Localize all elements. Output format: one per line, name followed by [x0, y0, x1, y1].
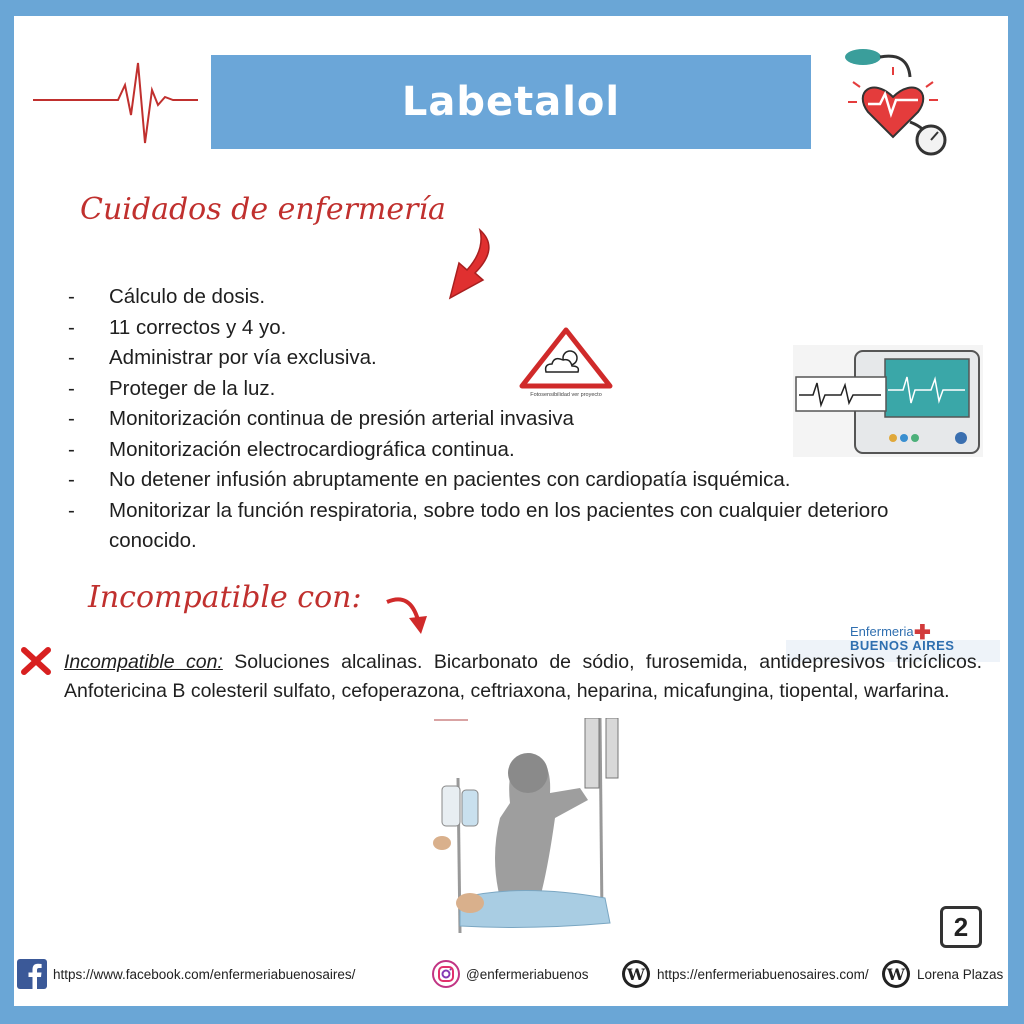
wordpress-icon — [621, 959, 651, 989]
website-link[interactable]: https://enfermeriabuenosaires.com/ — [657, 966, 869, 982]
author-name: Lorena Plazas — [917, 966, 1004, 982]
list-item: - Proteger de la luz. — [64, 374, 964, 405]
ecg-line-icon — [33, 55, 198, 150]
list-item: - Monitorización electrocardiográfica continua. — [64, 435, 964, 466]
footer-instagram[interactable] — [432, 958, 589, 990]
svg-text:W: W — [627, 965, 645, 984]
instagram-handle[interactable]: @enfermeriabuenos — [466, 966, 589, 982]
nurse-iv-illustration — [430, 718, 630, 938]
care-heading: Cuidados de enfermería — [80, 192, 446, 227]
list-item: - Administrar por vía exclusiva. — [64, 343, 964, 374]
incompatibility-text — [64, 648, 982, 706]
footer-author — [881, 958, 1003, 990]
instagram-icon — [432, 960, 460, 988]
ecg-monitor-icon — [793, 345, 983, 457]
list-item: - Monitorización continua de presión arterial invasiva — [64, 404, 964, 435]
hazard-caption: Fotosensibilidad ver proyecto — [530, 392, 602, 398]
close-x-icon — [20, 646, 52, 676]
list-item: - No detener infusión abruptamente en pacientes con cardiopatía isquémica. — [64, 465, 964, 496]
page-number: 2 — [940, 906, 982, 948]
photosensitivity-warning-icon — [518, 326, 614, 398]
list-item: - Cálculo de dosis. — [64, 282, 964, 313]
footer-facebook[interactable] — [17, 958, 355, 990]
facebook-link[interactable]: https://www.facebook.com/enfermeriabuenosaires/ — [53, 966, 356, 982]
incompatibility-label: Incompatible con: — [64, 651, 223, 673]
facebook-icon — [17, 959, 47, 989]
wordpress-icon — [881, 959, 911, 989]
list-item: - 11 correctos y 4 yo. — [64, 313, 964, 344]
svg-text:W: W — [887, 965, 905, 984]
logo-line-1: Enfermeria — [850, 624, 914, 639]
incompatibility-list: Soluciones alcalinas. Bicarbonato de sódio, furosemida, antidepresivos tricíclicos. Anfotericina B colesteril sulfato, cefoperazona, ceftriaxona, heparina, micafungina, tiopental, warfarina. — [64, 651, 982, 702]
title-banner — [211, 55, 811, 149]
list-item: - Monitorizar la función respiratoria, sobre todo en los pacientes con cualquier deterioro conocido. — [64, 496, 964, 557]
incompatible-heading: Incompatible con: — [88, 580, 362, 615]
page-title: Labetalol — [401, 79, 621, 125]
footer-website[interactable] — [621, 958, 869, 990]
cross-icon: ✚ — [914, 622, 931, 644]
red-curved-arrow-icon — [385, 592, 430, 637]
heart-blood-pressure-icon — [838, 42, 958, 162]
logo-line-2: BUENOS AIRES — [850, 638, 955, 653]
